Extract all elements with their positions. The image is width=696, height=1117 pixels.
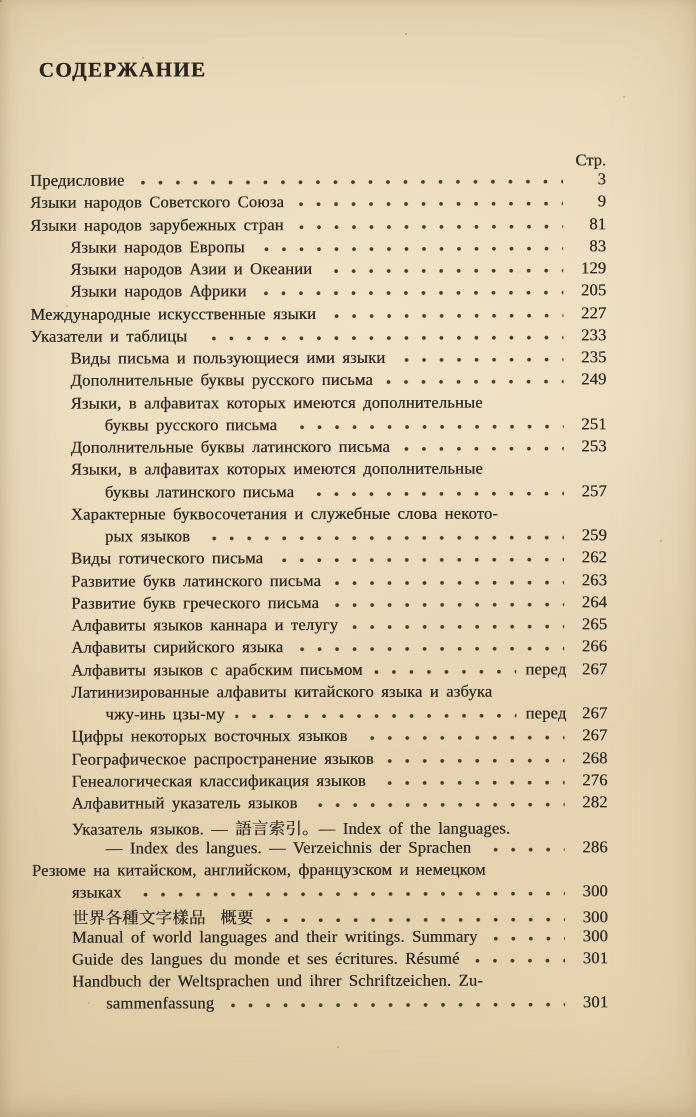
dot-leader [201, 535, 564, 541]
toc-entry-label: Языки народов зарубежных стран [30, 214, 284, 235]
dot-leader [374, 669, 517, 674]
toc-entry-label: Указатели и таблицы [30, 326, 188, 346]
toc-entry [30, 280, 606, 304]
toc-entry [31, 525, 607, 549]
dot-leader [274, 558, 564, 564]
toc-entry-page-prefix: перед [525, 658, 567, 678]
dot-leader [327, 313, 563, 319]
toc-entry [31, 458, 607, 482]
toc-entry-label: Алфавиты языков с арабским письмом [71, 659, 363, 680]
toc-entry-page: 205 [580, 280, 607, 300]
toc-entry-label: Латинизированные алфавиты китайского языка и азбука [71, 681, 493, 702]
dot-leader [295, 202, 563, 208]
toc-entry-page: 300 [582, 881, 608, 901]
dot-leader [135, 179, 563, 185]
toc-entry [31, 659, 607, 683]
toc-entry-page: 263 [581, 569, 608, 589]
toc-entry [31, 614, 607, 638]
toc-entry-label: sammenfassung [106, 993, 215, 1013]
dot-leader [294, 647, 564, 653]
toc-entry [32, 792, 608, 816]
toc-entry-page: 265 [581, 614, 608, 634]
dot-leader [384, 380, 564, 385]
toc-entry-label: Географическое распространение языков [71, 748, 374, 769]
toc-entry-page: 301 [582, 947, 609, 968]
toc-entry [30, 169, 606, 193]
dot-leader [225, 1003, 565, 1009]
toc-entry-label: Языки, в алфавитах которых имеются дополнительные [70, 458, 483, 479]
toc-entry-label: Языки народов Азии и Океании [70, 259, 313, 279]
toc-entry-label: Дополнительные буквы русского письма [70, 370, 373, 390]
dot-leader [265, 918, 565, 924]
toc-entry-label: Резюме на китайском, английском, французском и немецком [31, 859, 486, 880]
dot-leader [295, 224, 563, 230]
toc-entry-page: 83 [589, 235, 607, 256]
toc-entry-label: Языки народов Советского Союза [30, 192, 285, 213]
toc-entry [30, 214, 606, 238]
toc-entry-page: 235 [581, 347, 607, 367]
toc-entry [31, 414, 607, 438]
toc-entry [31, 369, 607, 393]
dot-leader [288, 424, 564, 430]
toc-entry-page: 257 [581, 480, 607, 500]
toc-entry-page: 267 [582, 725, 608, 745]
toc-entry [31, 547, 607, 571]
toc-entry [31, 503, 607, 527]
toc-list [30, 169, 608, 1016]
dot-leader [236, 713, 517, 719]
dot-leader [471, 958, 566, 963]
toc-entry [30, 347, 606, 371]
toc-entry-page: 262 [581, 547, 608, 567]
dot-leader [308, 802, 564, 808]
toc-entry-page: 282 [582, 792, 608, 812]
dot-leader [256, 246, 563, 252]
toc-entry [32, 926, 608, 950]
toc-entry-page: 227 [580, 302, 607, 322]
toc-entry [30, 191, 606, 215]
toc-entry [31, 481, 607, 505]
toc-entry-page: 267 [582, 703, 608, 723]
toc-entry-label: Международные искусственные языки [30, 303, 317, 324]
toc-entry-label: Дополнительные буквы латинского письма [70, 436, 390, 457]
toc-entry-label: Предисловие [29, 170, 125, 190]
toc-entry-label: языках [71, 882, 122, 902]
toc-entry-page: 233 [581, 324, 607, 345]
toc-entry-label: Языки, в алфавитах которых имеются дополнительные [70, 392, 483, 413]
toc-entry-page: 268 [582, 747, 608, 767]
toc-entry [30, 258, 606, 282]
toc-entry [32, 970, 608, 994]
dot-leader [396, 357, 563, 362]
dot-leader [198, 335, 563, 341]
toc-entry [32, 837, 608, 861]
toc-entry-page: 300 [582, 907, 608, 927]
dot-leader [323, 268, 563, 274]
toc-entry [31, 681, 607, 705]
toc-entry [31, 436, 607, 460]
toc-entry-page-prefix: перед [525, 703, 567, 723]
page-title: СОДЕРЖАНИЕ [38, 57, 207, 82]
toc-entry [32, 881, 608, 905]
toc-entry [31, 725, 607, 749]
toc-entry [32, 992, 608, 1016]
toc-entry-label: Развитие букв латинского письма [71, 570, 322, 591]
dot-leader [401, 446, 564, 451]
toc-entry-label: Алфавиты сирийского языка [71, 637, 284, 657]
toc-entry-page: 264 [581, 591, 608, 612]
toc-entry-label: 世界各種文字樣品 概要 [71, 908, 254, 928]
toc-entry-label: Manual of world languages and their writings. Summary [71, 926, 478, 947]
toc-entry [32, 814, 608, 838]
toc-entry-page: 251 [581, 413, 607, 434]
toc-entry-label: Алфавитный указатель языков [71, 793, 298, 813]
page-column-header: Стр. [575, 150, 606, 170]
toc-entry-page: 286 [582, 836, 608, 856]
dot-leader [330, 602, 564, 608]
toc-content [30, 0, 609, 1117]
toc-entry-page: 267 [581, 658, 608, 678]
toc-entry-label: чжу-инь цзы-му [105, 704, 225, 724]
toc-entry-label: Языки народов Европы [70, 236, 245, 257]
dot-leader [305, 491, 564, 497]
toc-entry-label: Алфавиты языков каннара и телугу [71, 614, 339, 635]
toc-entry-page: 266 [581, 636, 608, 656]
toc-entry-label: буквы русского письма [104, 414, 278, 435]
toc-entry [31, 570, 607, 594]
toc-entry-page: 249 [581, 369, 607, 389]
toc-entry-label: Guide des langues du monde et ses écritures. Résumé [72, 948, 460, 969]
dot-leader [489, 936, 565, 941]
toc-entry-page: 259 [581, 525, 607, 545]
dot-leader [377, 780, 565, 785]
toc-entry-label: Развитие букв греческого письма [71, 592, 320, 613]
toc-entry-label: Указатель языков. — 語言索引。— Index of the languages. [71, 818, 511, 839]
toc-entry-page: 9 [597, 191, 607, 211]
dot-leader [359, 736, 565, 742]
toc-entry [32, 770, 608, 794]
dot-leader [482, 847, 565, 852]
dot-leader [133, 891, 565, 897]
toc-entry-label: Генеалогическая классификация языков [71, 770, 366, 791]
toc-entry-page: 253 [581, 436, 607, 456]
toc-entry [32, 903, 608, 927]
toc-entry [31, 703, 607, 727]
toc-entry-label: Цифры некоторых восточных языков [71, 726, 348, 746]
toc-entry [31, 636, 607, 660]
toc-entry-label: Языки народов Африки [70, 281, 247, 301]
toc-entry-label: — Index des langues. — Verzeichnis der Sprachen [105, 837, 472, 858]
dot-leader [258, 291, 564, 297]
toc-entry [30, 325, 606, 349]
toc-entry [32, 948, 608, 972]
toc-entry [32, 859, 608, 883]
toc-entry [31, 748, 607, 772]
toc-entry-label: Handbuch der Weltsprachen und ihrer Schriftzeichen. Zu- [72, 970, 483, 991]
toc-entry [31, 392, 607, 416]
toc-entry-page: 301 [582, 992, 609, 1012]
toc-entry-page: 300 [582, 925, 609, 945]
dot-leader [349, 624, 564, 630]
dot-leader [385, 758, 565, 763]
toc-entry-page: 3 [597, 169, 607, 189]
toc-entry-page: 129 [580, 258, 607, 278]
toc-entry-label: Характерные буквосочетания и служебные слова некото- [70, 503, 499, 524]
toc-entry-label: буквы латинского письма [104, 481, 295, 502]
toc-entry-label: Виды письма и пользующиеся ими языки [70, 347, 386, 368]
toc-entry [30, 303, 606, 327]
toc-entry-label: Виды готического письма [70, 548, 264, 568]
toc-entry [31, 592, 607, 616]
toc-entry [30, 236, 606, 260]
dot-leader [332, 580, 564, 586]
toc-entry-label: рых языков [104, 526, 191, 546]
toc-entry-page: 81 [589, 213, 607, 233]
toc-entry-page: 276 [582, 769, 608, 790]
